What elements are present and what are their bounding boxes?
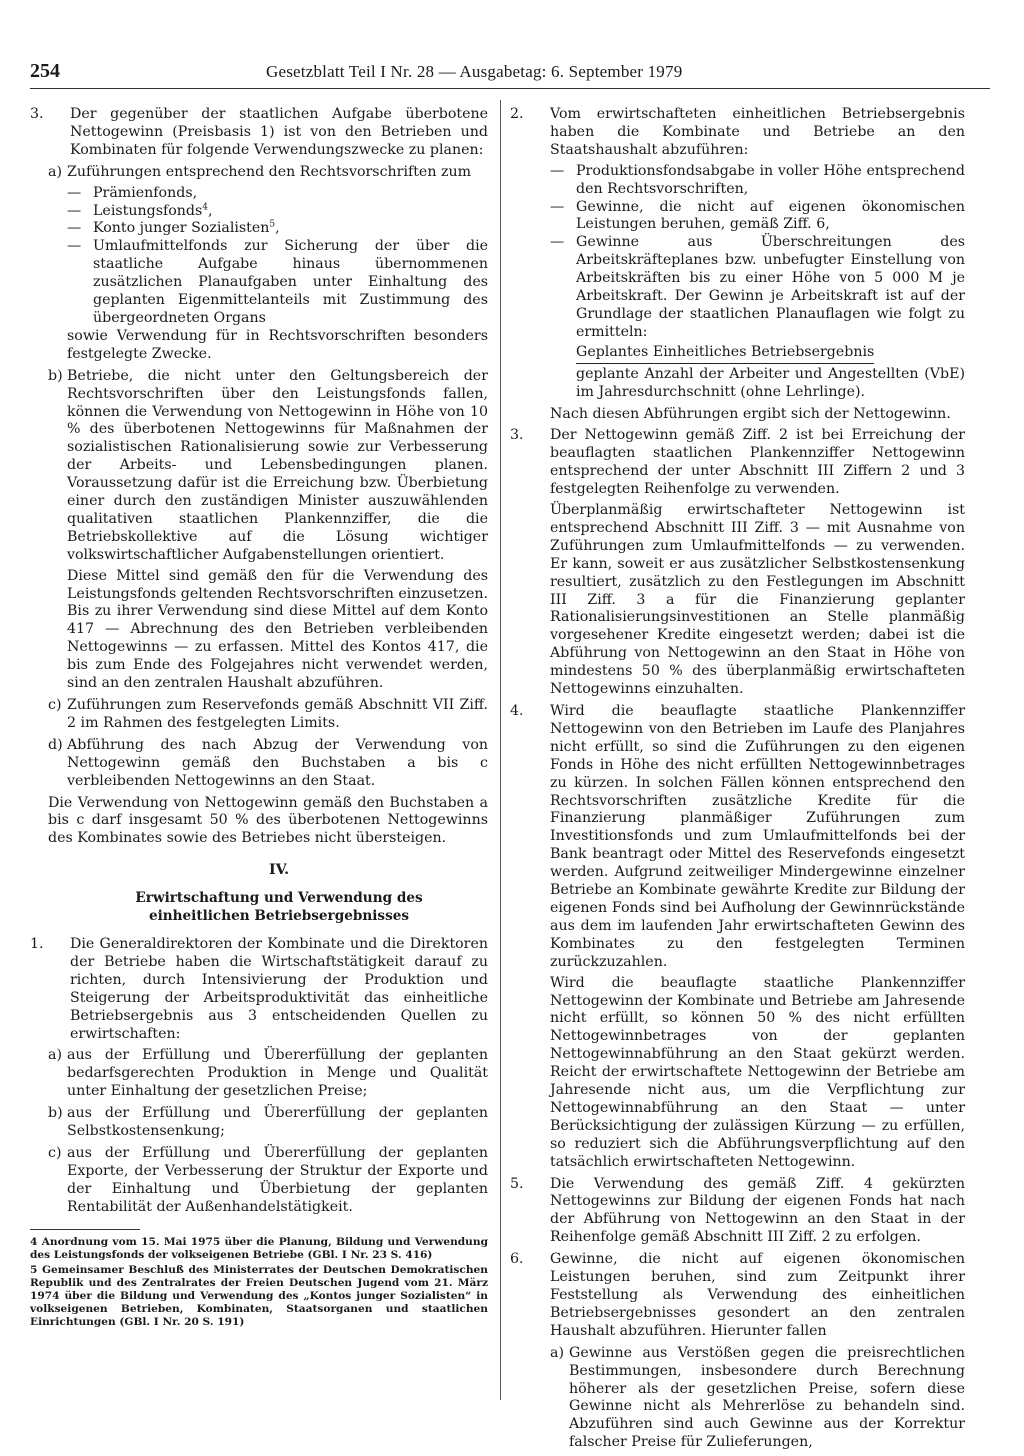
item-number: 2. <box>510 106 524 122</box>
section-title: Erwirtschaftung und Verwendung des einheitlichen Betriebsergebnisses <box>135 890 423 925</box>
item-number: 5. <box>510 1175 524 1192</box>
sub-item-1a <box>48 1047 488 1101</box>
sub-item-1b <box>48 1105 488 1141</box>
dash-item: — Umlaufmittelfonds zur Sicherung der über die staatliche Aufgabe hinaus übernommenen zusätzlichen Planaufgaben unter Einhaltung des geplanten Eigenmittelanteils mit Zustimmung des übergeordneten Organs <box>67 238 488 328</box>
sub-label: b) <box>48 1105 63 1122</box>
dash-item: — Gewinne aus Überschreitungen des Arbeitskräfteplanes bzw. unbefugter Einstellung von Arbeitskräften bis zu einer Höhe von 5 000 M je Arbeitskraft. Der Gewinn je Arbeitskraft ist auf der Grundlage der staatlichen Planauflagen wie folgt zu ermitteln: <box>550 234 965 341</box>
sub-text: aus der Erfüllung und Übererfüllung der geplanten Selbstkostensenkung; <box>67 1105 488 1140</box>
left-item-1 <box>30 936 488 1043</box>
footnote-4: 4 Anordnung vom 15. Mai 1975 über die Planung, Bildung und Verwendung des Leistungsfonds der volkseigenen Betriebe (GBl. I Nr. 23 S. 416) <box>30 1235 488 1261</box>
sub-item-1c <box>48 1145 488 1217</box>
footnote-rule <box>30 1229 140 1230</box>
sub-item-b <box>48 368 488 693</box>
sub-text: Abführung des nach Abzug der Verwendung von Nettogewinn gemäß den Buchstaben a bis c verbleibenden Nettogewinns an den Staat. <box>67 736 488 789</box>
dash-item: — Gewinne, die nicht auf eigenen ökonomischen Leistungen beruhen, gemäß Ziff. 6, <box>550 199 965 235</box>
item-text-2: Nach diesen Abführungen ergibt sich der Nettogewinn. <box>550 405 951 422</box>
right-column <box>510 106 965 1456</box>
sub-text: Betriebe, die nicht unter den Geltungsbereich der Rechtsvorschriften über den Leistungsfonds fallen, können die Verwendung von Nettogewinn in Höhe von 10 % des überbotenen Nettogewinns für Maßnahmen der sozialistischen Rationalisierung sowie zur Verbesserung der Arbeits- und Lebensbedingungen planen. Voraussetzung dafür ist die Erreichung bzw. Überbietung einer durch den zuständigen Minister auszuwählenden qualitativen staatlichen Plankennziffer, die die Betriebskollektive auf die Lösung wichtiger volkswirtschaftlicher Aufgabenstellungen orientiert. <box>67 367 488 563</box>
item-number: 6. <box>510 1251 524 1268</box>
sub-item-c <box>48 697 488 733</box>
item-number: 1. <box>30 935 44 952</box>
sub-text: aus der Erfüllung und Übererfüllung der geplanten Exporte, der Verbesserung der Struktur der Exporte und der Einhaltung und Überbietung der geplanten Rentabilität der Außenhandelstätigkeit. <box>67 1144 488 1215</box>
dash-item: — Leistungsfonds$^4$, <box>67 203 488 221</box>
item-number: 4. <box>510 703 524 719</box>
item-text-2: Überplanmäßig erwirtschafteter Nettogewinn ist entsprechend Abschnitt III Ziff. 3 — mit Ausnahme von Zuführungen zum Umlaufmittelfonds — zu verwenden. Er kann, soweit er aus zusätzlicher Selbstkostensenkung resultiert, zusätzlich zu den Festlegungen im Abschnitt III Ziff. 3 a für die Finanzierung geplanter Rationalisierungsinvestitionen an Stelle planmäßig vorgesehener Kredite eingesetzt werden; dabei ist die Abführung von Nettogewinn an den Staat in Höhe von mindestens 50 % des überplanmäßig erwirtschafteten Nettogewinns einzuhalten. <box>550 502 965 698</box>
formula <box>576 344 965 402</box>
sub-label: c) <box>48 1144 62 1161</box>
formula-denominator: geplante Anzahl der Arbeiter und Angestellten (VbE) im Jahresdurchschnitt (ohne Lehrlinge). <box>576 365 965 400</box>
sub-tail: sowie Verwendung für in Rechtsvorschriften besonders festgelegte Zwecke. <box>67 327 488 362</box>
footnote-ref: 5 <box>269 219 276 230</box>
section-number: IV. <box>268 862 290 879</box>
left-item-3 <box>30 106 488 160</box>
item-text: Der Nettogewinn gemäß Ziff. 2 ist bei Erreichung der beauflagten staatlichen Plankennziffer Nettogewinn entsprechend der unter Abschnitt III Ziffern 2 und 3 festgelegten Reihenfolge zu verwenden. <box>550 427 965 498</box>
sub-text: Zuführungen entsprechend den Rechtsvorschriften zum <box>67 163 472 180</box>
right-item-3 <box>510 427 965 699</box>
column-divider <box>500 100 501 1400</box>
right-item-2 <box>510 106 965 423</box>
sub-label: a) <box>48 1047 62 1064</box>
closing-paragraph: Die Verwendung von Nettogewinn gemäß den Buchstaben a bis c darf insgesamt 50 % des überbotenen Nettogewinns des Kombinates sowie des Betriebes nicht übersteigen. <box>48 794 488 847</box>
item-text: Vom erwirtschafteten einheitlichen Betriebsergebnis haben die Kombinate und Betriebe an den Staatshaushalt abzuführen: <box>550 106 965 158</box>
sub-item-6a <box>550 1345 965 1452</box>
footnote-5: 5 Gemeinsamer Beschluß des Ministerrates der Deutschen Demokratischen Republik und des Zentralrates der Freien Deutschen Jugend vom 21. März 1974 über die Bildung und Verwendung des „Kontos junger Sozialisten“ in volkseigenen Betrieben, Kombinaten, Staatsorganen und staatlichen Einrichtungen (GBl. I Nr. 20 S. 191) <box>30 1263 488 1328</box>
right-item-4 <box>510 703 965 1172</box>
running-title: Gesetzblatt Teil I Nr. 28 — Ausgabetag: 6. September 1979 <box>266 62 683 81</box>
sub-label: a) <box>48 163 62 180</box>
right-item-5 <box>510 1176 965 1248</box>
sub-text: Gewinne aus Verstößen gegen die preisrechtlichen Bestimmungen, insbesondere durch Berechnung höherer als der gesetzlichen Preise, sofern diese Gewinne nicht als Mehrerlöse zu behandeln sind. Abzuführen sind auch Gewinne aus der Korrektur falscher Preise für Zulieferungen, <box>569 1344 965 1451</box>
left-column <box>30 106 488 1331</box>
page-header <box>30 60 990 90</box>
item-text: Gewinne, die nicht auf eigenen ökonomischen Leistungen beruhen, sind zum Zeitpunkt ihrer Feststellung als Verwendung des einheitlichen Betriebsergebnisses gesondert an den zentralen Haushalt abzuführen. Hierunter fallen <box>550 1251 965 1339</box>
sub-label: a) <box>550 1344 564 1361</box>
sub-label: c) <box>48 697 62 713</box>
dash-item: — Produktionsfondsabgabe in voller Höhe entsprechend den Rechtsvorschriften, <box>550 163 965 199</box>
item-text-2: Wird die beauflagte staatliche Plankennziffer Nettogewinn der Kombinate und Betriebe am Jahresende nicht erfüllt, so können 50 % des nicht erfüllten Nettogewinnbetrages von der geplanten Nettogewinnabführung an den Staat gekürzt werden. Reicht der erwirtschaftete Nettogewinn der Betriebe am Jahresende nicht aus, um die Verpflichtung zur Nettogewinnabführung an den Staat — unter Berücksichtigung der zulässigen Kürzung — zu erfüllen, so reduziert sich die Abführungsverpflichtung auf den tatsächlich erwirtschafteten Nettogewinn. <box>550 974 965 1170</box>
sub-text: Zuführungen zum Reservefonds gemäß Abschnitt VII Ziff. 2 im Rahmen des festgelegten Limits. <box>67 697 488 731</box>
right-item-6 <box>510 1251 965 1341</box>
dash-item: — Prämienfonds, <box>67 185 488 203</box>
formula-numerator: Geplantes Einheitliches Betriebsergebnis <box>576 344 874 364</box>
page-number: 254 <box>30 60 60 82</box>
header-rule <box>30 88 990 89</box>
sub-item-a <box>48 164 488 364</box>
dash-item: — Konto junger Sozialisten$^5$, <box>67 220 488 238</box>
item-text: Wird die beauflagte staatliche Plankennziffer Nettogewinn von den Betrieben im Laufe des Planjahres nicht erfüllt, so sind die Zuführungen zu den eigenen Fonds in Höhe des nicht erfüllten Nettogewinnbetrages zu kürzen. In solchen Fällen können entsprechend den Rechtsvorschriften zusätzliche Kredite für die Finanzierung planmäßiger Zuführungen zum Investitionsfonds und zum Umlaufmittelfonds bei der Bank beantragt oder Mittel des Reservefonds eingesetzt werden. Aufgrund zeitweiliger Mindergewinne einzelner Betriebe an Kombinate gewährte Kredite zur Bildung der eigenen Fonds sind bei Aufholung der Gewinnrückstände aus dem im laufenden Jahr erwirtschafteten Gewinn des Kombinates zu den festgelegten Terminen zurückzuzahlen. <box>550 703 965 970</box>
item-text: Der gegenüber der staatlichen Aufgabe überbotene Nettogewinn (Preisbasis 1) ist von den Betrieben und Kombinaten für folgende Verwendungszwecke zu planen: <box>70 106 488 158</box>
sub-text-2: Diese Mittel sind gemäß den für die Verwendung des Leistungsfonds geltenden Rechtsvorschriften einzusetzen. Bis zu ihrer Verwendung sind diese Mittel auf dem Konto 417 — Abrechnung des den Betrieben verbleibenden Nettogewinns — zu erfassen. Mittel des Kontos 417, die bis zum Ende des Folgejahres nicht verwendet werden, sind an den zentralen Haushalt abzuführen. <box>67 567 488 692</box>
sub-text: aus der Erfüllung und Übererfüllung der geplanten bedarfsgerechten Produktion in Menge und Qualität unter Einhaltung der gesetzlichen Preise; <box>67 1047 488 1100</box>
sub-item-d <box>48 737 488 791</box>
item-number: 3. <box>510 427 524 444</box>
sub-label: d) <box>48 736 63 753</box>
item-text: Die Verwendung des gemäß Ziff. 4 gekürzten Nettogewinns zur Bildung der eigenen Fonds hat nach der Abführung von Nettogewinn an den Staat in der Reihenfolge gemäß Abschnitt III Ziff. 2 zu erfolgen. <box>550 1175 965 1246</box>
sub-label: b) <box>48 367 63 384</box>
footnote-ref: 4 <box>202 201 209 212</box>
item-text: Die Generaldirektoren der Kombinate und die Direktoren der Betriebe haben die Wirtschaftstätigkeit darauf zu richten, durch Intensivierung der Produktion und Steigerung der Arbeitsproduktivität das einheitliche Betriebsergebnis aus 3 entscheidenden Quellen zu erwirtschaften: <box>70 935 488 1042</box>
item-number: 3. <box>30 106 44 122</box>
